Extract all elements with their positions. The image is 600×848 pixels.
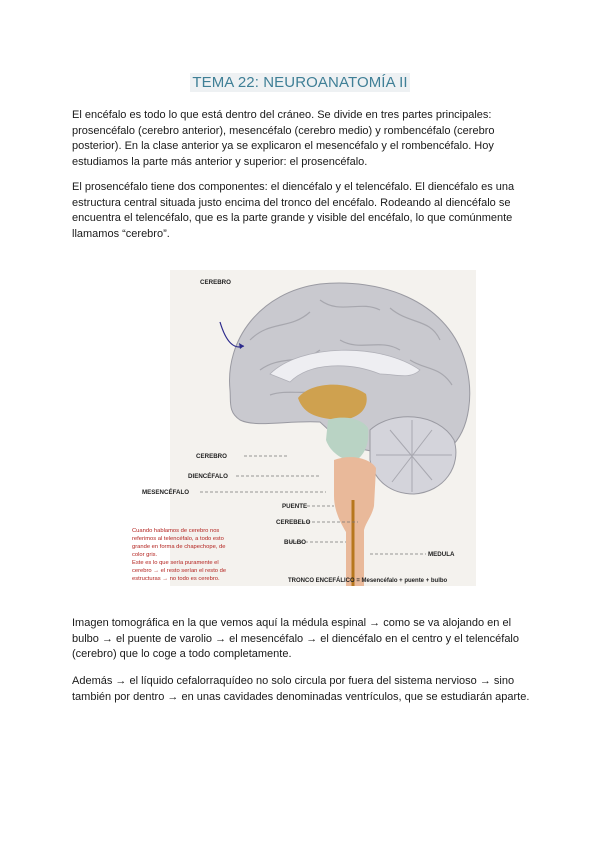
paragraph-prosencephalon: El prosencéfalo tiene dos componentes: el diencéfalo y el telencéfalo. El diencéfalo es una estructura central situada justo encima del tronco del encéfalo. Rodeando al diencéfalo se encuentra el telencéfalo, que es la parte grande y visible del encéfalo, lo que comúnmente llamamos “cerebro”. [72, 181, 515, 240]
paragraph-intro: El encéfalo es todo lo que está dentro del cráneo. Se divide en tres partes principales: prosencéfalo (cerebro anterior), mesencéfalo (cerebro medio) y rombencéfalo (cerebro posterior). En la clase anterior ya se explicaron el mesencéfalo y el rombencéfalo. Hoy estudiamos la parte más anterior y superior: el prosencéfalo. [72, 109, 495, 168]
label-cerebelo: CEREBELO [276, 519, 311, 526]
note-line: cerebro → el resto serían el resto de [132, 568, 227, 574]
label-cerebro: CEREBRO [196, 453, 227, 460]
note-line: Cuando hablamos de cerebro nos [132, 528, 220, 534]
note-line: estructuras → no todo es cerebro. [132, 576, 220, 582]
label-diencefalo: DIENCÉFALO [188, 473, 228, 480]
page-title [0, 74, 600, 92]
page-title-text: TEMA 22: NEUROANATOMÍA II [192, 74, 408, 91]
paragraph-csf: Además → el líquido cefalorraquídeo no solo circula por fuera del sistema nervioso → sino también por dentro → en unas cavidades denominadas ventrículos, que se estudiarán aparte. [72, 675, 530, 703]
label-cerebro-top: CEREBRO [200, 279, 231, 286]
note-line: Este es lo que sería puramente el [132, 560, 219, 566]
figure-footer: TRONCO ENCEFÁLICO = Mesencéfalo + puente + bulbo [288, 578, 448, 584]
note-line: referimos al telencéfalo, a todo esto [132, 536, 224, 542]
brain-diagram [132, 270, 476, 586]
paragraph-image-description: Imagen tomográfica en la que vemos aquí la médula espinal → como se va alojando en el bulbo → el puente de varolio → el mesencéfalo → el diencéfalo en el centro y el telencéfalo (cerebro) que lo coge a todo completamente. [72, 617, 519, 661]
label-puente: PUENTE [282, 503, 308, 510]
label-bulbo: BULBO [284, 539, 306, 546]
label-mesencefalo: MESENCÉFALO [142, 489, 190, 496]
note-line: color gris. [132, 552, 158, 558]
label-medula: MEDULA [428, 551, 455, 558]
note-line: grande en forma de chapechope, de [132, 544, 226, 550]
brain-figure [132, 270, 476, 586]
